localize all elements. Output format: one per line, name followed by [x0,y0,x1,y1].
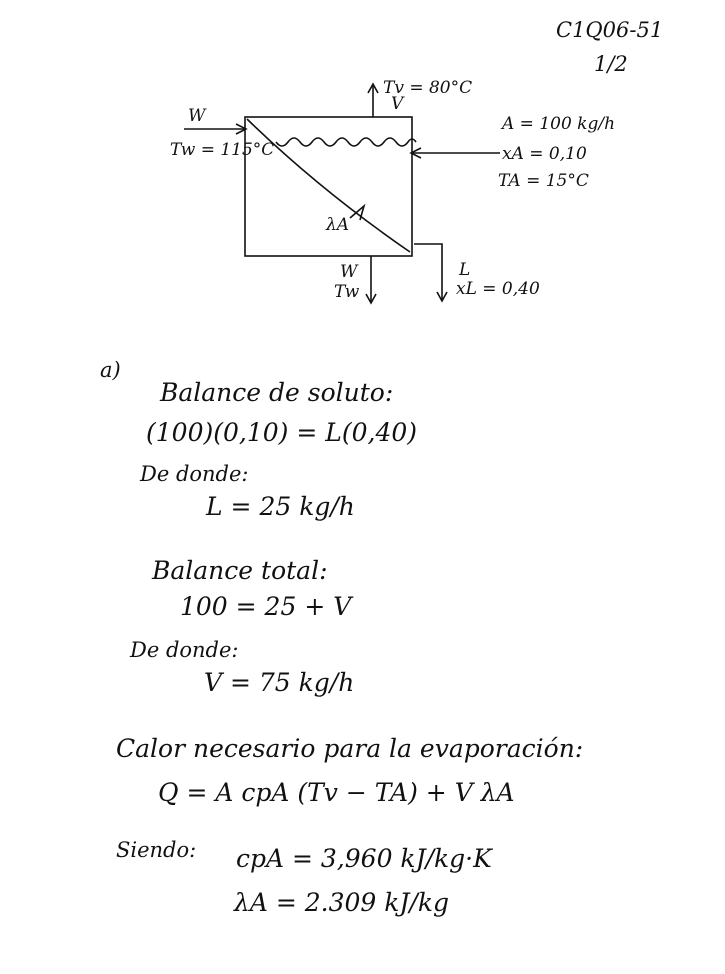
steam-label: W [188,106,206,126]
steam-temperature-label: Tw = 115°C [170,140,275,160]
cp-value: cpA = 3,960 kJ/kg·K [236,844,492,873]
solute-balance-title: Balance de soluto: [160,378,394,407]
part-label: a) [100,358,121,382]
liquid-fraction-label: xL = 0,40 [456,279,540,299]
feed-rate-label: A = 100 kg/h [502,114,616,134]
feed-fraction-label: xA = 0,10 [502,144,587,164]
lambda-label: λA [326,215,350,235]
lambda-value: λA = 2.309 kJ/kg [234,888,450,917]
solute-balance-equation: (100)(0,10) = L(0,40) [146,418,418,447]
from-which-label-1: De donde: [140,462,249,486]
evaporator-diagram [0,0,725,330]
vapor-label: V [391,94,404,114]
document-code: C1Q06-51 [556,18,664,42]
liquid-label: L [459,260,471,280]
from-which-label-2: De donde: [130,638,239,662]
feed-temperature-label: TA = 15°C [498,171,589,191]
being-label: Siendo: [116,838,197,862]
result-V: V = 75 kg/h [204,668,355,697]
condensate-label: W [340,262,358,282]
heat-equation: Q = A cpA (Tv − TA) + V λA [158,778,515,807]
page-number: 1/2 [594,52,628,76]
total-balance-title: Balance total: [152,556,328,585]
total-balance-equation: 100 = 25 + V [180,592,352,621]
heat-title: Calor necesario para la evaporación: [116,734,584,763]
liquid-outlet-line [414,244,442,300]
result-L: L = 25 kg/h [206,492,355,521]
vapor-temperature-label: Tv = 80°C [383,78,473,98]
liquid-level [276,138,416,146]
condensate-temperature-label: Tw [334,282,360,302]
